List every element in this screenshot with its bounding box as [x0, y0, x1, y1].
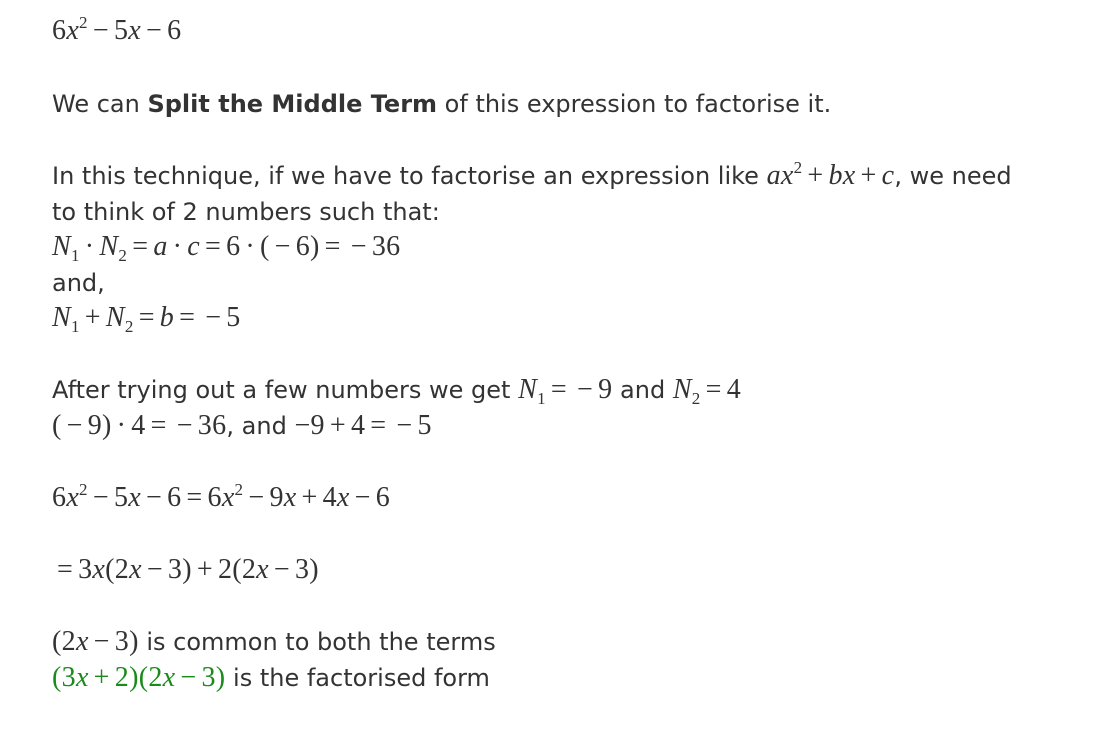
intro-prefix: We can	[52, 90, 148, 118]
sum-condition: $N_1 + N_2 = b$ = − 5	[52, 302, 241, 336]
check-line	[52, 408, 432, 444]
check-sum: −9 + 4 = − 5	[294, 410, 432, 441]
method-name: Split the Middle Term	[147, 90, 438, 118]
problem-expression: $6x^2 - 5x - 6$	[52, 13, 182, 46]
found-numbers	[52, 372, 741, 408]
check-product: ( − 9) · 4 = − 36	[52, 410, 227, 441]
grouped-expression: = 3x(2x − 3) + 2(2x − 3)	[57, 554, 319, 585]
n2-value: $N_2 = 4$	[672, 374, 742, 408]
final-answer-text: is the factorised form	[225, 664, 490, 692]
found-and: and	[612, 376, 673, 404]
found-prefix: After trying out a few numbers we get	[52, 376, 519, 404]
factorised-form: (3x + 2)(2x − 3)	[52, 662, 226, 693]
intro-suffix: of this expression to factorise it.	[437, 90, 832, 118]
common-factor-line	[52, 624, 496, 660]
technique-suffix: , we need	[894, 162, 1012, 190]
n1-value: $N_1$ = − 9	[518, 374, 613, 408]
intro-text	[52, 86, 831, 122]
common-factor: (2x − 3)	[52, 626, 139, 657]
split-expression: $6x^2 - 5x - 6 = 6x^2 - 9x + 4x - 6$	[52, 480, 391, 513]
and-text: and,	[52, 269, 105, 297]
check-mid: , and	[226, 412, 295, 440]
product-condition: $N_1 \cdot N_2 = a \cdot c = 6$ · ( − 6) = − 36	[52, 231, 401, 265]
common-factor-text: is common to both the terms	[138, 628, 496, 656]
general-quadratic: $ax^2$ + bx + c	[766, 158, 895, 191]
technique-prefix: In this technique, if we have to factorise an expression like	[52, 162, 767, 190]
technique-line-2: to think of 2 numbers such that:	[52, 198, 440, 226]
technique-line-1	[52, 158, 1012, 194]
final-answer-line	[52, 660, 490, 696]
